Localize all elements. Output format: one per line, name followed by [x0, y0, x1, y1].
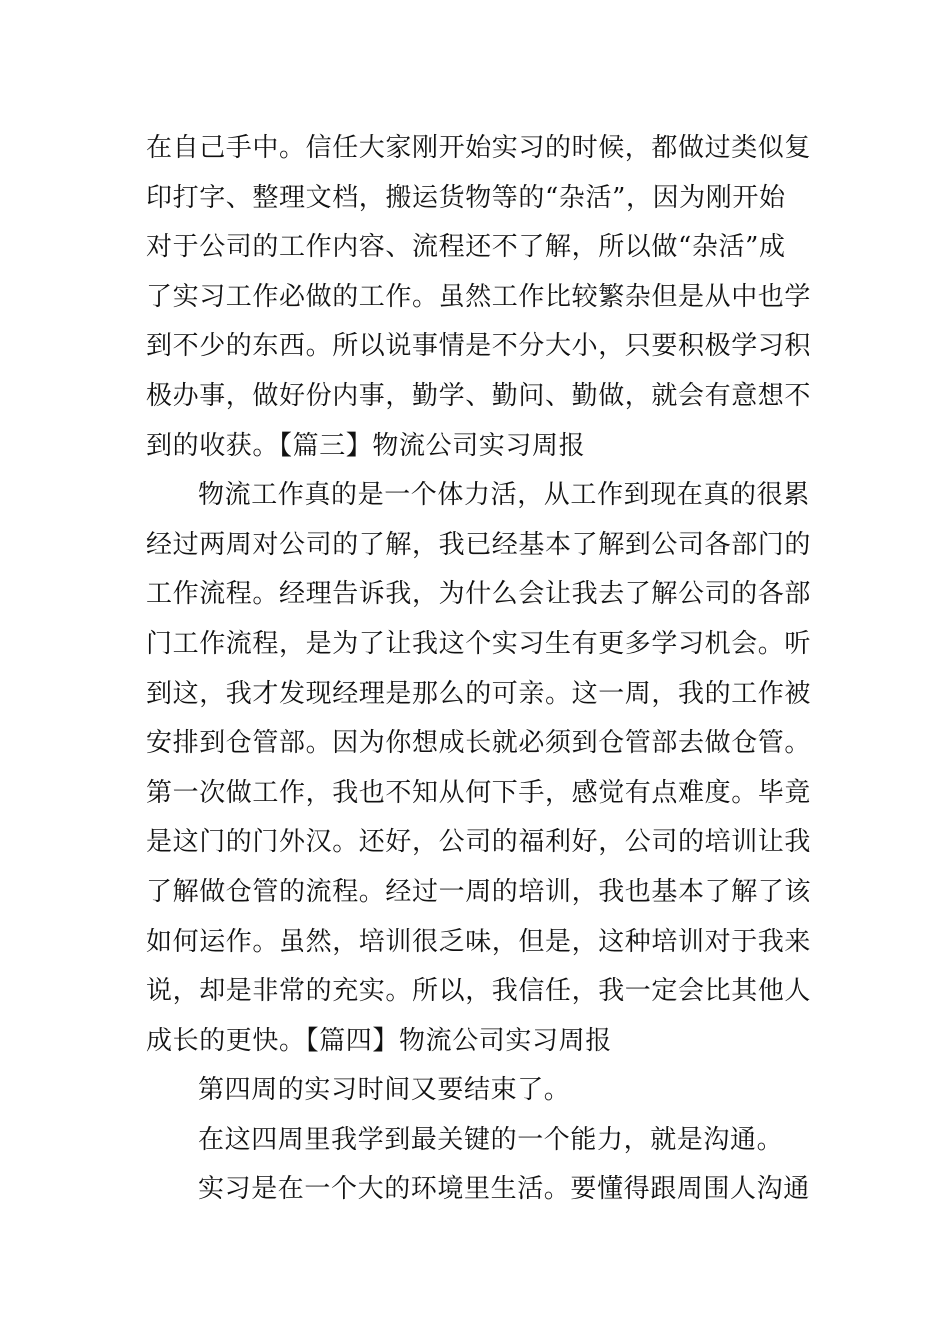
text-line: 了解做仓管的流程。经过一周的培训，我也基本了解了该 [146, 876, 812, 907]
text-line: 到不少的东西。所以说事情是不分大小，只要积极学习积 [146, 331, 812, 362]
text-line: 在这四周里我学到最关键的一个能力，就是沟通。 [198, 1124, 784, 1155]
text-line: 第一次做工作，我也不知从何下手，感觉有点难度。毕竟 [146, 777, 812, 808]
text-line: 在自己手中。信任大家刚开始实习的时候，都做过类似复 [146, 133, 812, 163]
text-line: 经过两周对公司的了解，我已经基本了解到公司各部门的 [146, 529, 812, 560]
text-line: 如何运作。虽然，培训很乏味，但是，这种培训对于我来 [146, 926, 812, 957]
text-line: 了实习工作必做的工作。虽然工作比较繁杂但是从中也学 [146, 281, 812, 312]
text-line: 是这门的门外汉。还好，公司的福利好，公司的培训让我 [146, 827, 812, 858]
text-line: 工作流程。经理告诉我，为什么会让我去了解公司的各部 [146, 579, 812, 610]
body-text [146, 124, 816, 1215]
text-line: 对于公司的工作内容、流程还不了解，所以做“杂活”成 [146, 232, 786, 263]
text-line: 实习是在一个大的环境里生活。要懂得跟周围人沟通 [198, 1174, 810, 1205]
text-line: 安排到仓管部。因为你想成长就必须到仓管部去做仓管。 [146, 728, 812, 759]
text-line: 到的收获。【篇三】物流公司实习周报 [146, 430, 586, 461]
text-line: 极办事，做好份内事，勤学、勤问、勤做，就会有意想不 [146, 380, 812, 411]
text-line: 第四周的实习时间又要结束了。 [198, 1075, 571, 1106]
text-line: 物流工作真的是一个体力活，从工作到现在真的很累 [198, 480, 810, 511]
text-line: 成长的更快。【篇四】物流公司实习周报 [146, 1025, 612, 1056]
text-line: 门工作流程，是为了让我这个实习生有更多学习机会。听 [146, 628, 812, 659]
text-line: 印打字、整理文档，搬运货物等的“杂活”，因为刚开始 [146, 182, 786, 213]
text-line: 说，却是非常的充实。所以，我信任，我一定会比其他人 [146, 976, 812, 1007]
text-line: 到这，我才发现经理是那么的可亲。这一周，我的工作被 [146, 678, 812, 709]
